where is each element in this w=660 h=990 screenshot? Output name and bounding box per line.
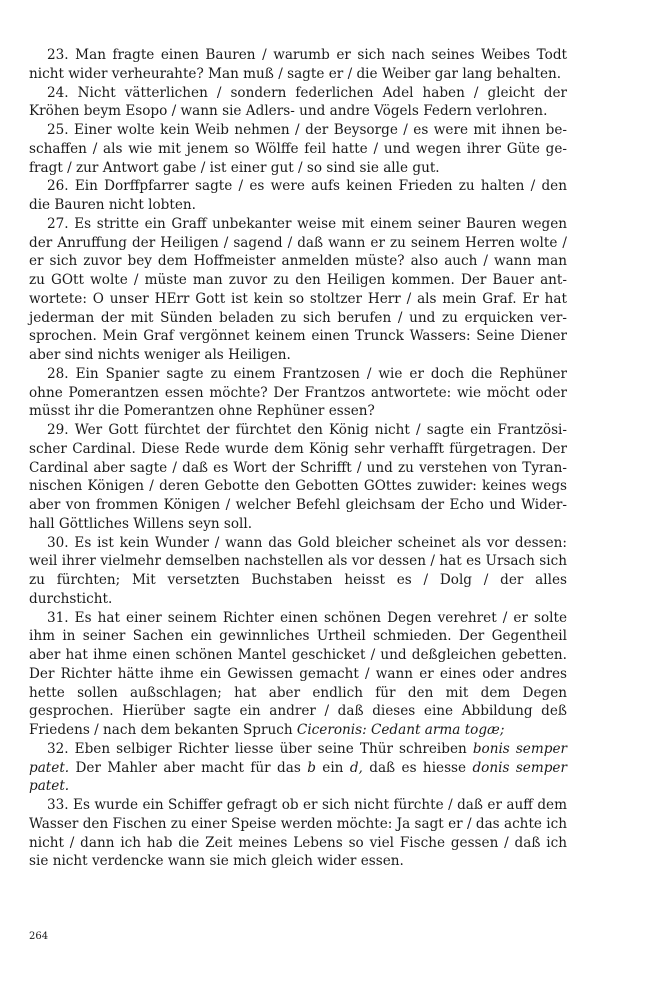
paragraph-text: Der Mahler aber macht für das — [69, 759, 308, 776]
italic-text: bonis semper patet. — [29, 740, 567, 776]
paragraph-text: 30. Es ist kein Wunder / wann das Gold bleicher scheinet als vor dessen: weil ihrer vielmehr demselben nachstellen als vor dessen / hat es Ursach sich zu fürchten; Mit versetzten Buchstaben heisst es / Dolg / der alles durchsticht. — [29, 534, 567, 607]
italic-text: Ciceronis: Cedant arma togæ; — [296, 722, 505, 738]
paragraph-text: daß es hiesse — [362, 759, 473, 776]
paragraph-text: 24. Nicht vätterlichen / sondern federlichen Adel haben / gleicht der Kröhen beym Esopo / wann sie Adlers- und andre Vögels Federn verlohren. — [29, 84, 567, 120]
paragraph-text: 33. Es wurde ein Schiffer gefragt ob er sich nicht fürchte / daß er auff dem Wasser den Fischen zu einer Speise werden möchte: Ja sagt er / das achte ich nicht / dann ich hab die Zeit meines Lebens so viel Fische gessen / daß ich sie nicht verdencke wann sie mich gleich wider essen. — [29, 797, 567, 870]
paragraph — [29, 534, 567, 609]
paragraph-text: 28. Ein Spanier sagte zu einem Frantzosen / wie er doch die Rephüner ohne Pomerantzen essen möchte? Der Frantzos antwortete: wie möcht oder müsst ihr die Pomerantzen ohne Rephüner essen? — [29, 365, 567, 420]
paragraph — [29, 609, 567, 740]
paragraph-text: 32. Eben selbiger Richter liesse über seine Thür schreiben — [47, 740, 473, 757]
paragraph — [29, 84, 567, 122]
paragraph-text: 27. Es stritte ein Graff unbekanter weise mit einem seiner Bauren wegen der Anruffung der Heiligen / sagend / daß wann er zu seinem Herren wolte / er sich zuvor bey dem Hoffmeister anmelden müste? also auch / wann man zu GOtt wolte / müste man zuvor zu den Heiligen kommen. Der Bauer antwortete: O unser HErr Gott ist kein so stoltzer Herr / als mein Graf. Er hat jederman der mit Sünden beladen zu sich berufen / und zu erquicken versprochen. Mein Graf vergönnet keinem einen Trunck Wassers: Seine Diener aber sind nichts weniger als Heiligen. — [29, 215, 567, 363]
paragraph — [29, 46, 567, 84]
italic-text: d, — [349, 759, 363, 776]
paragraph — [29, 121, 567, 177]
italic-text: b — [307, 759, 316, 776]
paragraph-text: ein — [315, 759, 350, 776]
paragraph — [29, 365, 567, 421]
italic-text: donis semper patet. — [29, 759, 567, 795]
paragraph-text: 31. Es hat einer seinem Richter einen schönen Degen verehret / er solte ihm in seiner Sachen ein gewinnliches Urtheil schmieden. Der Gegentheil aber hat ihme einen schönen Mantel geschicket / und deßgleichen gebetten. Der Richter hätte ihme ein Gewissen gemacht / wann er eines oder andres hette sollen außschlagen; hat aber endlich für den mit dem Degen gesprochen. Hierüber sagte ein andrer / daß dieses eine Abbildung deß Friedens / nach dem bekanten Spruch — [29, 609, 567, 738]
paragraph — [29, 740, 567, 796]
paragraph-text: 25. Einer wolte kein Weib nehmen / der Beysorge / es were mit ihnen beschaffen / als wie mit jenem so Wölffe feil hatte / und wegen ihrer Güte gefragt / zur Antwort gabe / ist einer gut / so sind sie alle gut. — [29, 122, 567, 176]
paragraph — [29, 421, 567, 534]
paragraph-text: 23. Man fragte einen Bauren / warumb er sich nach seines Weibes Todt nicht wider verheurahte? Man muß / sagte er / die Weiber gar lang behalten. — [29, 47, 567, 82]
paragraph — [29, 796, 567, 871]
paragraph-text: 26. Ein Dorffpfarrer sagte / es were aufs keinen Frieden zu halten / den die Bauren nicht lobten. — [29, 178, 567, 213]
paragraph — [29, 215, 567, 365]
page-number: 264 — [29, 931, 49, 942]
paragraph-text: 29. Wer Gott fürchtet der fürchtet den König nicht / sagte ein Frantzösischer Cardinal. Diese Rede wurde dem König sehr verhafft fürgetragen. Der Cardinal aber sagte / daß es Wort der Schrifft / und zu verstehen von Tyrannischen Königen / deren Gebotte den Gebotten GOttes zuwider: keines wegs aber von frommen Königen / welcher Befehl gleichsam der Echo und Widerhall Göttliches Willens seyn soll. — [29, 422, 567, 532]
page-body — [29, 46, 567, 871]
paragraph — [29, 177, 567, 215]
